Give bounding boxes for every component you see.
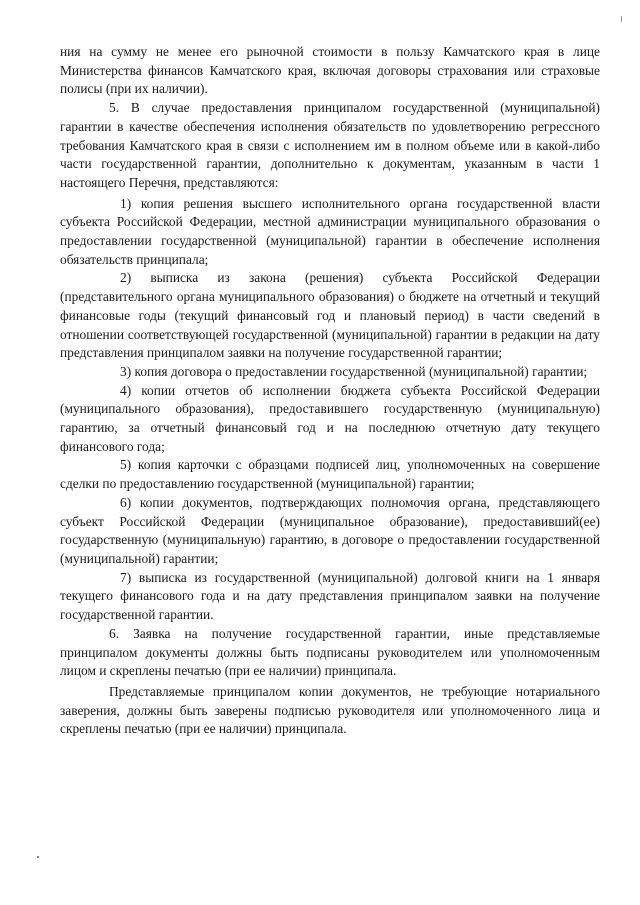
paragraph-continuation: ния на сумму не менее его рыночной стоимости в пользу Камчатского края в лице Министерства финансов Камчатского края, включая договоры страхования или страховые полисы (при их наличии). xyxy=(60,44,600,97)
list-item-1: 1) копия решения высшего исполнительного органа государственной власти субъекта Российской Федерации, местной администрации муниципального образования о предоставлении государственной (муниципальной) гарантии в обеспечение исполнения обязательств принципала; xyxy=(60,195,600,267)
scan-mark xyxy=(621,16,622,22)
paragraph-section-5: 5. В случае предоставления принципалом государственной (муниципальной) гарантии в качестве обеспечения исполнения обязательств по удовлетворению регрессного требования Камчатского края в связи с исполнением им в полном объеме или в какой-либо части государственной гарантии, дополнительно к документам, указанным в части 1 настоящего Перечня, представляются: xyxy=(60,100,600,190)
list-item-3: 3) копия договора о предоставлении государственной (муниципальной) гарантии; xyxy=(120,363,588,379)
list-item-4: 4) копии отчетов об исполнении бюджета субъекта Российской Федерации (муниципального образования), предоставившего государственную (муниципальную) гарантию, за отчетный финансовый год и на последнюю отчетную дату текущего финансового года; xyxy=(60,382,600,454)
paragraph-closing: Представляемые принципалом копии документов, не требующие нотариального заверения, должны быть заверены подписью руководителя или уполномоченного лица и скреплены печатью (при ее наличии) принципала. xyxy=(60,683,600,737)
list-item-7: 7) выписка из государственной (муниципальной) долговой книги на 1 января текущего финансового года и на дату представления принципалом заявки на получение государственной гарантии. xyxy=(60,569,600,623)
scan-speck xyxy=(37,856,39,858)
list-item-6: 6) копии документов, подтверждающих полномочия органа, представляющего субъект Российской Федерации (муниципальное образование), предоставивший(ее) государственную (муниципальную) гарантию, в договоре о предоставлении государственной (муниципальной) гарантии; xyxy=(60,494,600,566)
paragraph-section-6: 6. Заявка на получение государственной гарантии, иные представляемые принципалом документы должны быть подписаны руководителем или уполномоченным лицом и скреплены печатью (при ее наличии) принципала. xyxy=(60,625,600,679)
list-item-5: 5) копия карточки с образцами подписей лиц, уполномоченных на совершение сделки по предоставлению государственной (муниципальной) гарантии; xyxy=(60,457,600,492)
document-body xyxy=(60,43,600,739)
list-item-2: 2) выписка из закона (решения) субъекта Российской Федерации (представительного органа муниципального образования) о бюджете на отчетный и текущий финансовые годы (текущий финансовый год и плановый период) в части сведений в отношении соответствующей государственной (муниципальной) гарантии в редакции на дату представления принципалом заявки на получение государственной гарантии; xyxy=(60,270,600,361)
